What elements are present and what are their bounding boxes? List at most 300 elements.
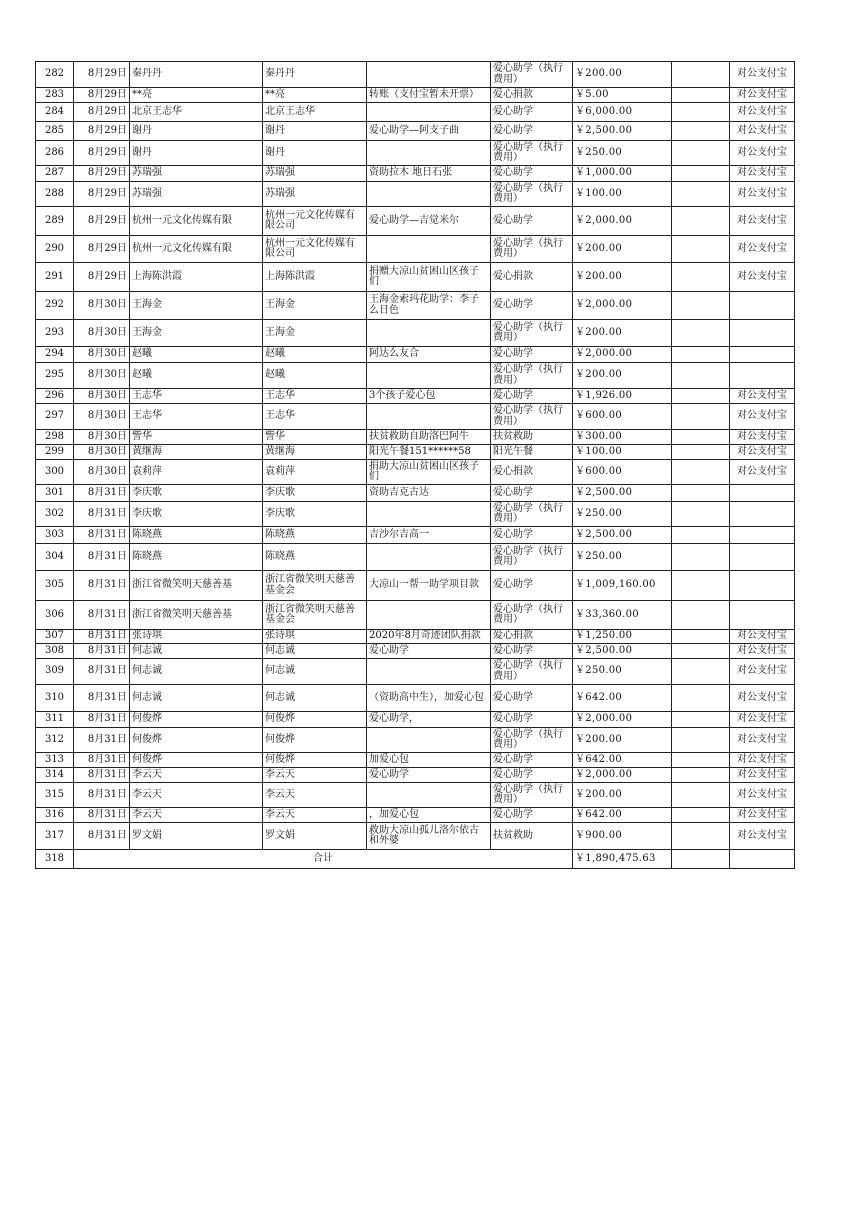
donation-amount: ￥2,000.00: [573, 292, 672, 320]
table-row: [36, 122, 795, 141]
payer-account: 何志诚: [263, 685, 367, 712]
payer-account: 浙江省微笑明天慈善基金会: [263, 601, 367, 630]
donation-amount: ￥250.00: [573, 502, 672, 527]
blank-cell: [672, 644, 730, 659]
donation-amount: ￥642.00: [573, 808, 672, 823]
donation-category: 爱心助学（执行费用）: [491, 601, 573, 630]
payment-channel: 对公支付宝: [730, 141, 795, 166]
row-date: 8月30日: [74, 320, 130, 347]
donor-name: 陈晓燕: [130, 527, 263, 544]
donation-category: 爱心助学: [491, 685, 573, 712]
payer-account: 谢丹: [263, 122, 367, 141]
row-date: 8月29日: [74, 236, 130, 263]
payment-channel: 对公支付宝: [730, 103, 795, 122]
row-date: 8月30日: [74, 347, 130, 363]
donor-name: 上海陈洪霞: [130, 263, 263, 292]
donation-category: 爱心捐款: [491, 630, 573, 644]
transfer-note: 资助拉木 地日石张: [367, 166, 491, 182]
donor-name: 赵曦: [130, 363, 263, 389]
donation-amount: ￥642.00: [573, 685, 672, 712]
row-number: 308: [36, 644, 74, 659]
transfer-note: 吉沙尔吉高一: [367, 527, 491, 544]
transfer-note: 转账（支付宝暂未开票）: [367, 88, 491, 103]
donation-category: 爱心助学: [491, 768, 573, 783]
row-date: 8月31日: [74, 685, 130, 712]
donor-name: 陈晓燕: [130, 544, 263, 571]
payer-account: 王海金: [263, 320, 367, 347]
blank-cell: [672, 659, 730, 685]
payer-account: 李庆歌: [263, 485, 367, 502]
donation-category: 爱心助学: [491, 753, 573, 768]
donation-amount: ￥200.00: [573, 783, 672, 808]
ledger-body: [36, 62, 795, 869]
payment-channel: 对公支付宝: [730, 263, 795, 292]
payer-account: 赵曦: [263, 363, 367, 389]
transfer-note: ，加爱心包: [367, 808, 491, 823]
table-row: [36, 88, 795, 103]
donation-ledger-table: [35, 61, 795, 869]
blank-cell: [672, 430, 730, 445]
donation-category: 爱心助学: [491, 166, 573, 182]
donor-name: 浙江省微笑明天慈善基: [130, 601, 263, 630]
transfer-note: 爱心助学: [367, 768, 491, 783]
row-number: 286: [36, 141, 74, 166]
donation-category: 爱心助学（执行费用）: [491, 728, 573, 753]
payer-account: 北京王志华: [263, 103, 367, 122]
row-date: 8月31日: [74, 644, 130, 659]
row-number: 282: [36, 62, 74, 88]
row-date: 8月31日: [74, 571, 130, 601]
donation-amount: ￥200.00: [573, 320, 672, 347]
table-row: [36, 460, 795, 485]
payer-account: 何俊烨: [263, 728, 367, 753]
donation-amount: ￥2,000.00: [573, 712, 672, 728]
table-row: [36, 263, 795, 292]
donor-name: 浙江省微笑明天慈善基: [130, 571, 263, 601]
row-number: 292: [36, 292, 74, 320]
donor-name: 李庆歌: [130, 502, 263, 527]
payer-account: 王海金: [263, 292, 367, 320]
donor-name: 秦丹丹: [130, 62, 263, 88]
table-row: [36, 644, 795, 659]
transfer-note: 阳光午餐151******58: [367, 445, 491, 460]
blank-cell: [672, 630, 730, 644]
total-row: [36, 850, 795, 869]
payment-channel: [730, 363, 795, 389]
donor-name: 苏瑞强: [130, 166, 263, 182]
donation-amount: ￥2,500.00: [573, 644, 672, 659]
donor-name: 王海金: [130, 320, 263, 347]
blank-cell: [672, 166, 730, 182]
table-row: [36, 685, 795, 712]
table-row: [36, 141, 795, 166]
row-number: 303: [36, 527, 74, 544]
payment-channel: 对公支付宝: [730, 460, 795, 485]
payer-account: 秦丹丹: [263, 62, 367, 88]
table-row: [36, 753, 795, 768]
donation-category: 扶贫救助: [491, 430, 573, 445]
row-number: 302: [36, 502, 74, 527]
row-date: 8月31日: [74, 544, 130, 571]
payer-account: 訾华: [263, 430, 367, 445]
donation-category: 爱心助学（执行费用）: [491, 659, 573, 685]
blank-cell: [672, 712, 730, 728]
transfer-note: 王海金索玛花助学：李子么日色: [367, 292, 491, 320]
table-row: [36, 527, 795, 544]
table-row: [36, 808, 795, 823]
row-date: 8月30日: [74, 363, 130, 389]
blank-cell: [672, 363, 730, 389]
donation-category: 爱心助学: [491, 485, 573, 502]
payment-channel: [730, 544, 795, 571]
donation-amount: ￥200.00: [573, 728, 672, 753]
row-date: 8月29日: [74, 88, 130, 103]
payer-account: 罗文娟: [263, 823, 367, 850]
donation-category: 爱心助学（执行费用）: [491, 544, 573, 571]
donor-name: 李云天: [130, 808, 263, 823]
table-row: [36, 389, 795, 404]
donation-category: 爱心助学: [491, 527, 573, 544]
table-row: [36, 445, 795, 460]
transfer-note: 加爱心包: [367, 753, 491, 768]
row-number: 317: [36, 823, 74, 850]
payer-account: 张诗琪: [263, 630, 367, 644]
row-number: 307: [36, 630, 74, 644]
row-date: 8月30日: [74, 389, 130, 404]
transfer-note: 捐助大凉山贫困山区孩子们: [367, 460, 491, 485]
donor-name: 赵曦: [130, 347, 263, 363]
donation-amount: ￥2,000.00: [573, 207, 672, 236]
donation-amount: ￥250.00: [573, 544, 672, 571]
donation-amount: ￥5.00: [573, 88, 672, 103]
payer-account: 苏瑞强: [263, 166, 367, 182]
blank-cell: [672, 753, 730, 768]
row-number: 296: [36, 389, 74, 404]
transfer-note: [367, 659, 491, 685]
row-number: 310: [36, 685, 74, 712]
donation-amount: ￥600.00: [573, 404, 672, 430]
donation-category: 爱心助学（执行费用）: [491, 62, 573, 88]
transfer-note: [367, 601, 491, 630]
transfer-note: [367, 502, 491, 527]
payer-account: 陈晓燕: [263, 544, 367, 571]
total-channel: [730, 850, 795, 869]
row-date: 8月31日: [74, 630, 130, 644]
transfer-note: [367, 236, 491, 263]
payment-channel: 对公支付宝: [730, 404, 795, 430]
blank-cell: [672, 544, 730, 571]
transfer-note: [367, 103, 491, 122]
row-number: 306: [36, 601, 74, 630]
donor-name: 何志诚: [130, 644, 263, 659]
donation-amount: ￥2,000.00: [573, 768, 672, 783]
table-row: [36, 103, 795, 122]
donor-name: 李庆歌: [130, 485, 263, 502]
payment-channel: 对公支付宝: [730, 445, 795, 460]
payer-account: 王志华: [263, 404, 367, 430]
blank-cell: [672, 88, 730, 103]
donor-name: 何志诚: [130, 685, 263, 712]
payment-channel: 对公支付宝: [730, 88, 795, 103]
payer-account: 李云天: [263, 768, 367, 783]
donor-name: 王志华: [130, 389, 263, 404]
row-date: 8月29日: [74, 182, 130, 207]
row-date: 8月30日: [74, 292, 130, 320]
transfer-note: [367, 728, 491, 753]
donor-name: 李云天: [130, 768, 263, 783]
row-number: 305: [36, 571, 74, 601]
table-row: [36, 712, 795, 728]
row-number: 293: [36, 320, 74, 347]
donation-category: 爱心捐款: [491, 263, 573, 292]
blank-cell: [672, 62, 730, 88]
blank-cell: [672, 389, 730, 404]
payer-account: 上海陈洪霞: [263, 263, 367, 292]
row-date: 8月29日: [74, 166, 130, 182]
row-number: 284: [36, 103, 74, 122]
row-number: 283: [36, 88, 74, 103]
row-date: 8月31日: [74, 728, 130, 753]
row-date: 8月31日: [74, 485, 130, 502]
row-number: 287: [36, 166, 74, 182]
blank-cell: [672, 182, 730, 207]
table-row: [36, 363, 795, 389]
blank-cell: [672, 445, 730, 460]
donation-amount: ￥2,000.00: [573, 347, 672, 363]
transfer-note: （资助高中生），加爱心包: [367, 685, 491, 712]
donor-name: 杭州一元文化传媒有限: [130, 207, 263, 236]
blank-cell: [672, 320, 730, 347]
donation-amount: ￥1,009,160.00: [573, 571, 672, 601]
payment-channel: 对公支付宝: [730, 659, 795, 685]
payment-channel: 对公支付宝: [730, 685, 795, 712]
row-date: 8月29日: [74, 62, 130, 88]
row-date: 8月31日: [74, 753, 130, 768]
row-number: 294: [36, 347, 74, 363]
payer-account: 何志诚: [263, 644, 367, 659]
payment-channel: 对公支付宝: [730, 823, 795, 850]
payer-account: 陈晓燕: [263, 527, 367, 544]
donation-amount: ￥900.00: [573, 823, 672, 850]
donor-name: 王志华: [130, 404, 263, 430]
blank-cell: [672, 502, 730, 527]
row-number: 311: [36, 712, 74, 728]
donation-category: 爱心助学: [491, 292, 573, 320]
row-date: 8月30日: [74, 460, 130, 485]
payer-account: 王志华: [263, 389, 367, 404]
table-row: [36, 430, 795, 445]
payment-channel: 对公支付宝: [730, 430, 795, 445]
donor-name: 北京王志华: [130, 103, 263, 122]
payer-account: 袁莉萍: [263, 460, 367, 485]
row-date: 8月31日: [74, 808, 130, 823]
payer-account: 谢丹: [263, 141, 367, 166]
table-row: [36, 62, 795, 88]
donation-amount: ￥250.00: [573, 659, 672, 685]
blank-cell: [672, 236, 730, 263]
donor-name: 杭州一元文化传媒有限: [130, 236, 263, 263]
donation-category: 爱心助学（执行费用）: [491, 502, 573, 527]
payer-account: 杭州一元文化传媒有限公司: [263, 236, 367, 263]
row-date: 8月31日: [74, 601, 130, 630]
donor-name: 何俊烨: [130, 753, 263, 768]
donation-amount: ￥2,500.00: [573, 485, 672, 502]
payment-channel: 对公支付宝: [730, 783, 795, 808]
blank-cell: [672, 685, 730, 712]
table-row: [36, 485, 795, 502]
donor-name: 张诗琪: [130, 630, 263, 644]
payment-channel: [730, 601, 795, 630]
row-date: 8月31日: [74, 823, 130, 850]
transfer-note: 资助吉克古达: [367, 485, 491, 502]
donation-category: 爱心助学: [491, 712, 573, 728]
blank-cell: [672, 601, 730, 630]
donation-category: 爱心助学（执行费用）: [491, 320, 573, 347]
donor-name: 苏瑞强: [130, 182, 263, 207]
table-row: [36, 659, 795, 685]
donation-amount: ￥642.00: [573, 753, 672, 768]
row-number: 313: [36, 753, 74, 768]
donation-amount: ￥200.00: [573, 62, 672, 88]
row-number: 315: [36, 783, 74, 808]
blank-cell: [672, 404, 730, 430]
row-number: 298: [36, 430, 74, 445]
row-number: 297: [36, 404, 74, 430]
transfer-note: 大凉山一帮一助学项目款: [367, 571, 491, 601]
row-number: 285: [36, 122, 74, 141]
row-date: 8月31日: [74, 527, 130, 544]
donation-category: 爱心助学（执行费用）: [491, 182, 573, 207]
blank-cell: [672, 122, 730, 141]
row-date: 8月31日: [74, 502, 130, 527]
blank-cell: [672, 460, 730, 485]
payment-channel: [730, 320, 795, 347]
donation-category: 爱心助学: [491, 103, 573, 122]
donation-amount: ￥300.00: [573, 430, 672, 445]
payment-channel: 对公支付宝: [730, 768, 795, 783]
payment-channel: [730, 292, 795, 320]
table-row: [36, 236, 795, 263]
blank-cell: [672, 728, 730, 753]
donation-category: 爱心助学（执行费用）: [491, 363, 573, 389]
payment-channel: [730, 502, 795, 527]
row-date: 8月30日: [74, 404, 130, 430]
transfer-note: [367, 363, 491, 389]
blank-cell: [672, 768, 730, 783]
row-date: 8月31日: [74, 659, 130, 685]
row-date: 8月31日: [74, 768, 130, 783]
row-number: 291: [36, 263, 74, 292]
payer-account: 何俊烨: [263, 753, 367, 768]
row-number: 314: [36, 768, 74, 783]
total-row-number: 318: [36, 850, 74, 869]
blank-cell: [672, 823, 730, 850]
row-date: 8月29日: [74, 122, 130, 141]
row-number: 309: [36, 659, 74, 685]
donor-name: 何志诚: [130, 659, 263, 685]
payment-channel: 对公支付宝: [730, 808, 795, 823]
blank-cell: [672, 207, 730, 236]
payment-channel: 对公支付宝: [730, 712, 795, 728]
blank-cell: [672, 103, 730, 122]
row-number: 304: [36, 544, 74, 571]
donor-name: 罗文娟: [130, 823, 263, 850]
donation-amount: ￥2,500.00: [573, 527, 672, 544]
row-date: 8月29日: [74, 263, 130, 292]
table-row: [36, 320, 795, 347]
donation-category: 扶贫救助: [491, 823, 573, 850]
row-number: 299: [36, 445, 74, 460]
table-row: [36, 502, 795, 527]
table-row: [36, 182, 795, 207]
donor-name: 谢丹: [130, 141, 263, 166]
blank-cell: [672, 263, 730, 292]
table-row: [36, 630, 795, 644]
transfer-note: 3个孩子爱心包: [367, 389, 491, 404]
donation-amount: ￥600.00: [573, 460, 672, 485]
table-row: [36, 166, 795, 182]
payment-channel: 对公支付宝: [730, 182, 795, 207]
row-number: 301: [36, 485, 74, 502]
table-row: [36, 768, 795, 783]
donor-name: 何俊烨: [130, 712, 263, 728]
payer-account: 浙江省微笑明天慈善基金会: [263, 571, 367, 601]
donation-category: 爱心捐款: [491, 460, 573, 485]
transfer-note: [367, 320, 491, 347]
row-date: 8月29日: [74, 103, 130, 122]
payment-channel: 对公支付宝: [730, 728, 795, 753]
transfer-note: 爱心助学—吉觉米尔: [367, 207, 491, 236]
transfer-note: 爱心助学—阿支子曲: [367, 122, 491, 141]
blank-cell: [672, 292, 730, 320]
payment-channel: 对公支付宝: [730, 389, 795, 404]
table-row: [36, 207, 795, 236]
total-label: 合计: [74, 850, 573, 869]
donation-category: 爱心助学（执行费用）: [491, 141, 573, 166]
transfer-note: 扶贫救助自助洛巴阿牛: [367, 430, 491, 445]
table-row: [36, 783, 795, 808]
donation-amount: ￥2,500.00: [573, 122, 672, 141]
donation-amount: ￥200.00: [573, 236, 672, 263]
payer-account: 黄继海: [263, 445, 367, 460]
payment-channel: 对公支付宝: [730, 236, 795, 263]
transfer-note: 捐赠大凉山贫困山区孩子们: [367, 263, 491, 292]
transfer-note: [367, 783, 491, 808]
blank-cell: [672, 571, 730, 601]
donation-category: 爱心助学: [491, 389, 573, 404]
transfer-note: [367, 404, 491, 430]
donation-amount: ￥100.00: [573, 445, 672, 460]
blank-cell: [672, 141, 730, 166]
donation-amount: ￥1,000.00: [573, 166, 672, 182]
donor-name: 袁莉萍: [130, 460, 263, 485]
payment-channel: [730, 485, 795, 502]
donation-category: 爱心助学: [491, 207, 573, 236]
transfer-note: [367, 141, 491, 166]
transfer-note: 阿达么友合: [367, 347, 491, 363]
blank-cell: [672, 347, 730, 363]
payer-account: 杭州一元文化传媒有限公司: [263, 207, 367, 236]
payer-account: 何俊烨: [263, 712, 367, 728]
donation-amount: ￥250.00: [573, 141, 672, 166]
blank-cell: [672, 527, 730, 544]
blank-cell: [672, 485, 730, 502]
donation-amount: ￥100.00: [573, 182, 672, 207]
donation-category: 阳光午餐: [491, 445, 573, 460]
donation-amount: ￥1,926.00: [573, 389, 672, 404]
row-date: 8月29日: [74, 207, 130, 236]
table-row: [36, 544, 795, 571]
